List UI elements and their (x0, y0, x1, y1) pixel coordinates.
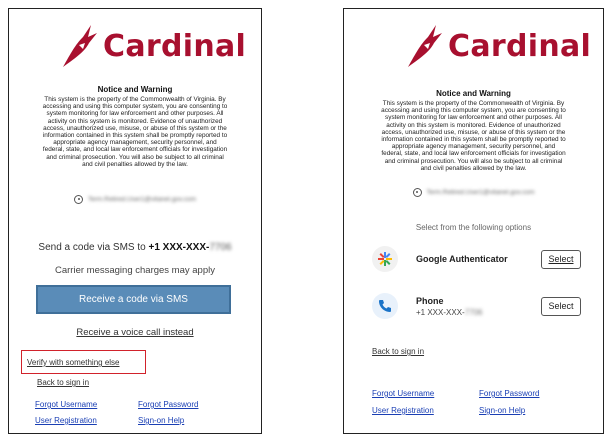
notice-line: appropriate agency management, security personnel, and (391, 143, 556, 151)
method-text (416, 254, 541, 264)
sms-destination (9, 242, 261, 253)
cardinal-bird-logo-icon (406, 23, 446, 69)
notice-line: federal, state, and local law enforcement officials for investigation (42, 146, 228, 154)
select-prompt: Select from the following options (415, 223, 532, 232)
forgot-password-link[interactable]: Forgot Password (479, 389, 540, 398)
notice-line: and criminal prosecution. You will also be subject to all criminal (384, 157, 563, 165)
select-phone-button[interactable]: Select (541, 297, 581, 316)
notice-line: activity on this system is monitored. Evidence of unauthorized (386, 121, 561, 129)
google-authenticator-icon (372, 246, 398, 272)
user-circle-icon (413, 188, 422, 197)
notice-title: Notice and Warning (97, 85, 173, 94)
user-registration-link[interactable]: User Registration (372, 406, 434, 415)
sms-phone: +1 XXX-XXX- (148, 242, 210, 253)
notice-line: access, unauthorized use, misuse, or abuse of this system or the (43, 124, 227, 132)
method-google-authenticator (372, 246, 581, 272)
method-name: Phone (416, 295, 444, 306)
notice-title: Notice and Warning (436, 89, 511, 98)
user-registration-link[interactable]: User Registration (35, 416, 97, 425)
sms-verification-panel (8, 8, 262, 434)
phone-hidden: 7706 (464, 307, 483, 317)
select-google-authenticator-button[interactable]: Select (541, 250, 581, 269)
sms-prefix: Send a code via SMS to (38, 242, 146, 253)
notice-line: accessing and using this computer system, you are consenting to (42, 103, 228, 111)
method-phone (372, 293, 581, 319)
notice-line: activity on this system is monitored. Evidence of unauthorized (47, 117, 223, 125)
notice-line: and criminal prosecution. You will also be subject to all criminal (46, 153, 224, 161)
user-circle-icon (74, 195, 83, 204)
notice-line: information contained in this system shall be promptly reported to (381, 136, 566, 144)
brand-name: Cardinal (448, 28, 592, 64)
notice-line: This system is the property of the Commonwealth of Virginia. By (44, 96, 226, 103)
notice-line: and civil penalties allowed by the law. (82, 160, 188, 168)
notice-body (29, 96, 241, 168)
notice-line: access, unauthorized use, misuse, or abuse of this system or the (381, 128, 566, 136)
cardinal-logo (61, 23, 246, 69)
notice-line: system monitoring for law enforcement and other purposes. All (385, 114, 562, 122)
notice-line: information contained in this system shall be promptly reported to (42, 132, 228, 140)
signon-help-link[interactable]: Sign-on Help (479, 406, 526, 415)
forgot-username-link[interactable]: Forgot Username (35, 400, 98, 409)
back-to-signin-link[interactable]: Back to sign in (37, 378, 90, 387)
notice-line: accessing and using this computer system, you are consenting to (381, 107, 566, 115)
verify-other-link[interactable]: Verify with something else (27, 358, 120, 367)
method-name: Google Authenticator (416, 254, 508, 264)
notice-line: This system is the property of the Commonwealth of Virginia. By (382, 100, 565, 107)
notice-line: federal, state, and local law enforcement officials for investigation (381, 150, 566, 158)
signon-help-link[interactable]: Sign-on Help (138, 416, 185, 425)
forgot-username-link[interactable]: Forgot Username (372, 389, 435, 398)
receive-sms-button[interactable]: Receive a code via SMS (36, 285, 231, 314)
user-identity (344, 188, 603, 197)
method-phone-number (416, 308, 541, 317)
verification-options-panel (343, 8, 604, 434)
phone-icon (372, 293, 398, 319)
method-text (416, 296, 541, 317)
notice-line: and civil penalties allowed by the law. (420, 164, 527, 172)
phone-visible: +1 XXX-XXX- (416, 307, 465, 317)
back-to-signin-link[interactable]: Back to sign in (372, 347, 425, 356)
cardinal-bird-logo-icon (61, 23, 101, 69)
cardinal-logo (406, 23, 591, 69)
notice-line: system monitoring for law enforcement and other purposes. All (46, 110, 224, 118)
carrier-note: Carrier messaging charges may apply (55, 265, 215, 276)
voice-call-link[interactable]: Receive a voice call instead (76, 327, 194, 338)
notice-body (366, 100, 581, 172)
user-identity (9, 195, 261, 204)
sms-phone-hidden: 7706 (209, 242, 232, 253)
notice-line: appropriate agency management, security personnel, and (53, 139, 217, 147)
user-email: Term.Retired.User1@vitanet.gov.com (88, 196, 196, 203)
user-email: Term.Retired.User1@vitanet.gov.com (426, 189, 535, 196)
brand-name: Cardinal (103, 28, 247, 64)
forgot-password-link[interactable]: Forgot Password (138, 400, 199, 409)
